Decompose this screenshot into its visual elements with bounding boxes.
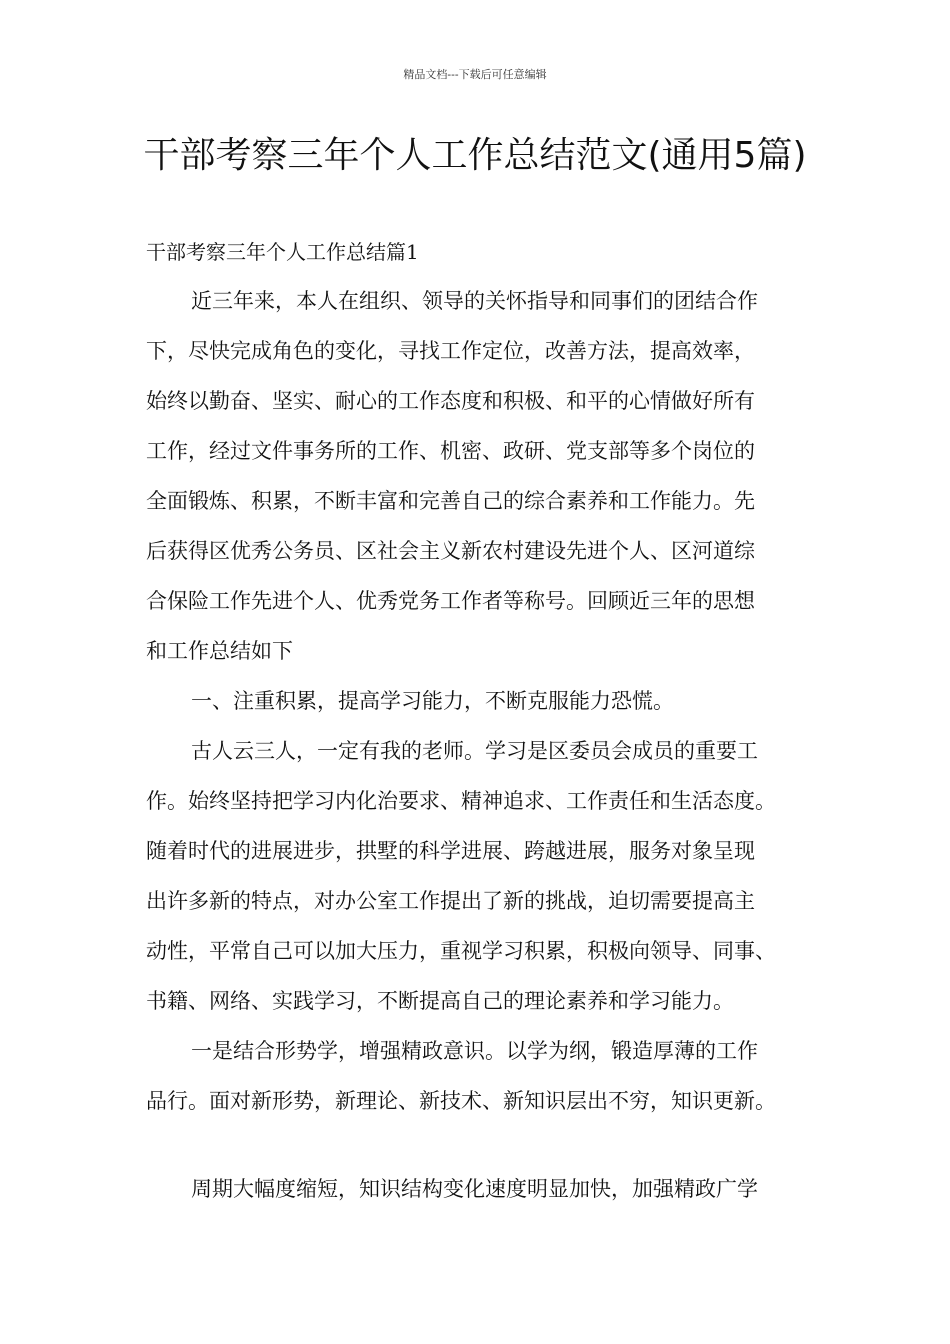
paragraph-line: 作。始终坚持把学习内化治要求、精神追求、工作责任和生活态度。 bbox=[146, 789, 776, 813]
paragraph-line: 书籍、网络、实践学习，不断提高自己的理论素养和学习能力。 bbox=[146, 989, 734, 1013]
paragraph-line: 工作，经过文件事务所的工作、机密、政研、党支部等多个岗位的 bbox=[146, 439, 755, 463]
paragraph-line: 全面锻炼、积累，不断丰富和完善自己的综合素养和工作能力。先 bbox=[146, 489, 755, 513]
document-title: 干部考察三年个人工作总结范文(通用5篇) bbox=[143, 135, 807, 176]
paragraph-line: 后获得区优秀公务员、区社会主义新农村建设先进个人、区河道综 bbox=[146, 539, 755, 563]
header-note: 精品文档---下载后可任意编辑 bbox=[403, 68, 547, 81]
paragraph-line: 古人云三人，一定有我的老师。学习是区委员会成员的重要工 bbox=[191, 739, 758, 763]
paragraph-gap bbox=[146, 1133, 836, 1171]
section-subtitle: 干部考察三年个人工作总结篇1 bbox=[146, 240, 419, 264]
paragraph-line: 始终以勤奋、坚实、耐心的工作态度和积极、和平的心情做好所有 bbox=[146, 389, 755, 413]
paragraph-line: 近三年来，本人在组织、领导的关怀指导和同事们的团结合作 bbox=[191, 289, 758, 313]
paragraph-line: 下，尽快完成角色的变化，寻找工作定位，改善方法，提高效率， bbox=[146, 339, 755, 363]
document-body bbox=[146, 283, 836, 1221]
paragraph-line: 品行。面对新形势，新理论、新技术、新知识层出不穷，知识更新。 bbox=[146, 1089, 776, 1113]
paragraph-line: 动性，平常自己可以加大压力，重视学习积累，积极向领导、同事、 bbox=[146, 939, 776, 963]
paragraph-line: 随着时代的进展进步，拱墅的科学进展、跨越进展，服务对象呈现 bbox=[146, 839, 755, 863]
section-heading-line: 一、注重积累，提高学习能力，不断克服能力恐慌。 bbox=[191, 689, 674, 713]
paragraph-line: 合保险工作先进个人、优秀党务工作者等称号。回顾近三年的思想 bbox=[146, 589, 755, 613]
paragraph-line: 出许多新的特点，对办公室工作提出了新的挑战，迫切需要提高主 bbox=[146, 889, 755, 913]
paragraph-line: 一是结合形势学，增强精政意识。以学为纲，锻造厚薄的工作 bbox=[191, 1039, 758, 1063]
paragraph-line: 周期大幅度缩短，知识结构变化速度明显加快，加强精政广学 bbox=[191, 1177, 758, 1201]
paragraph-line: 和工作总结如下 bbox=[146, 639, 293, 663]
